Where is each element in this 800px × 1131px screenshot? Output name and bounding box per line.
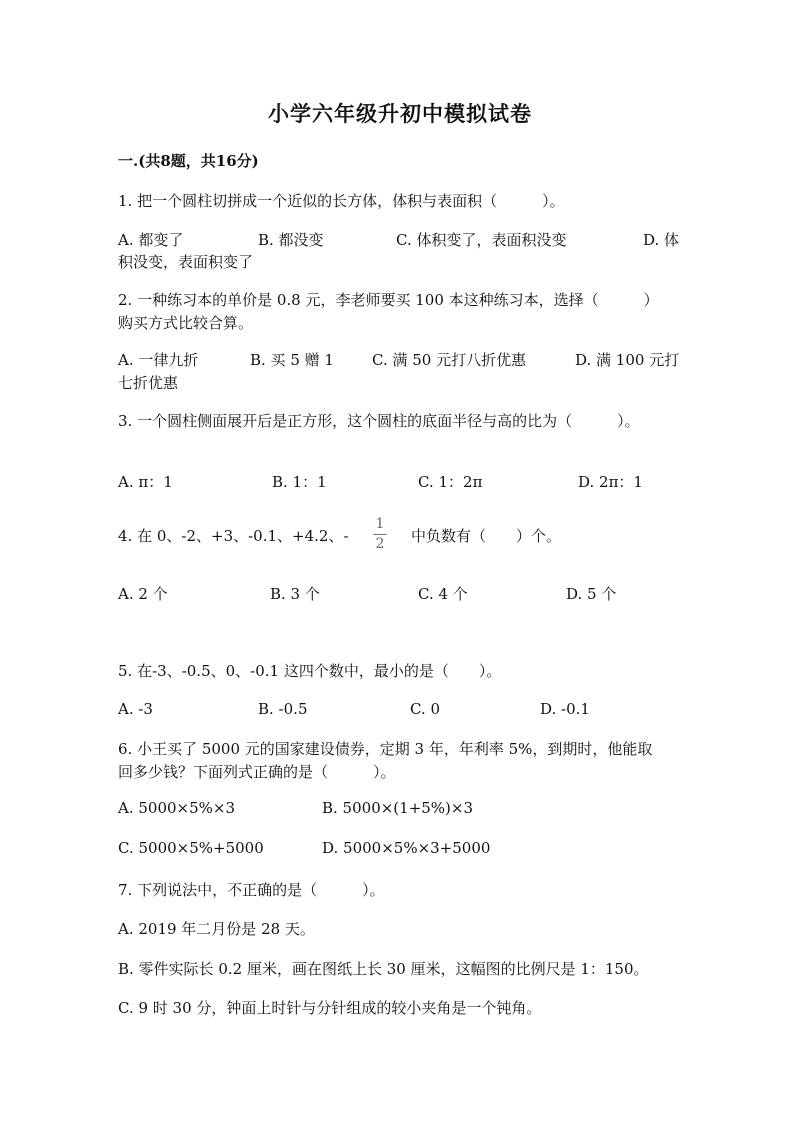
question-1-option-d-continued: 积没变，表面积变了: [118, 253, 254, 271]
fraction-denominator: 2: [375, 536, 385, 552]
question-2-option-b[interactable]: B. 买 5 赠 1: [250, 351, 334, 369]
question-6-option-a[interactable]: A. 5000×5%×3: [118, 799, 236, 817]
question-4-option-d[interactable]: D. 5 个: [566, 585, 617, 603]
question-4-option-c[interactable]: C. 4 个: [418, 585, 468, 603]
question-5-option-c[interactable]: C. 0: [410, 700, 441, 718]
question-7-option-b[interactable]: B. 零件实际长 0.2 厘米，画在图纸上长 30 厘米，这幅图的比例尺是 1：150。: [118, 960, 649, 978]
question-2-stem-line-2: 购买方式比较合算。: [118, 314, 254, 332]
question-4-option-b[interactable]: B. 3 个: [270, 585, 320, 603]
section-heading: 一.(共8题，共16分): [118, 152, 259, 170]
question-3-stem: 3. 一个圆柱侧面展开后是正方形，这个圆柱的底面半径与高的比为（ ）。: [118, 412, 640, 430]
question-6-option-c[interactable]: C. 5000×5%+5000: [118, 839, 264, 857]
question-3-option-a[interactable]: A. π：1: [118, 473, 173, 491]
question-2-option-c[interactable]: C. 满 50 元打八折优惠: [372, 351, 527, 369]
question-3-option-c[interactable]: C. 1：2π: [418, 473, 483, 491]
question-7-option-c[interactable]: C. 9 时 30 分，钟面上时针与分针组成的较小夹角是一个钝角。: [118, 999, 542, 1017]
question-4-option-a[interactable]: A. 2 个: [118, 585, 168, 603]
question-4-stem-after: 中负数有（ ）个。: [411, 527, 562, 545]
question-2-stem-line-1: 2. 一种练习本的单价是 0.8 元，李老师要买 100 本这种练习本，选择（ ）: [118, 291, 659, 309]
question-1-option-a[interactable]: A. 都变了: [118, 231, 184, 249]
question-3-option-d[interactable]: D. 2π：1: [578, 473, 643, 491]
question-2-option-d[interactable]: D. 满 100 元打: [575, 351, 680, 369]
fraction-numerator: 1: [375, 516, 385, 532]
question-6-option-d[interactable]: D. 5000×5%×3+5000: [322, 839, 491, 857]
question-3-option-b[interactable]: B. 1：1: [272, 473, 327, 491]
question-1-option-c[interactable]: C. 体积变了，表面积没变: [396, 231, 567, 249]
question-1-option-b[interactable]: B. 都没变: [258, 231, 324, 249]
question-6-option-b[interactable]: B. 5000×(1+5%)×3: [322, 799, 474, 817]
question-5-option-b[interactable]: B. -0.5: [258, 700, 308, 718]
question-6-stem-line-1: 6. 小王买了 5000 元的国家建设债券，定期 3 年，年利率 5%，到期时，他能取: [118, 740, 653, 758]
question-7-option-a[interactable]: A. 2019 年二月份是 28 天。: [118, 920, 315, 938]
question-7-stem: 7. 下列说法中，不正确的是（ ）。: [118, 881, 385, 899]
question-1-option-d[interactable]: D. 体: [643, 231, 680, 249]
question-6-stem-line-2: 回多少钱？下面列式正确的是（ ）。: [118, 763, 396, 781]
fraction-bar: [373, 534, 387, 535]
question-5-option-d[interactable]: D. -0.1: [540, 700, 590, 718]
fraction-one-half: [371, 516, 389, 553]
question-4-stem-before: 4. 在 0、-2、+3、-0.1、+4.2、-: [118, 527, 349, 545]
question-2-option-a[interactable]: A. 一律九折: [118, 351, 199, 369]
page-title: 小学六年级升初中模拟试卷: [268, 101, 532, 126]
question-5-stem: 5. 在-3、-0.5、0、-0.1 这四个数中，最小的是（ ）。: [118, 662, 502, 680]
question-5-option-a[interactable]: A. -3: [118, 700, 153, 718]
question-1-stem: 1. 把一个圆柱切拼成一个近似的长方体，体积与表面积（ ）。: [118, 192, 565, 210]
question-2-option-d-continued: 七折优惠: [118, 374, 179, 392]
